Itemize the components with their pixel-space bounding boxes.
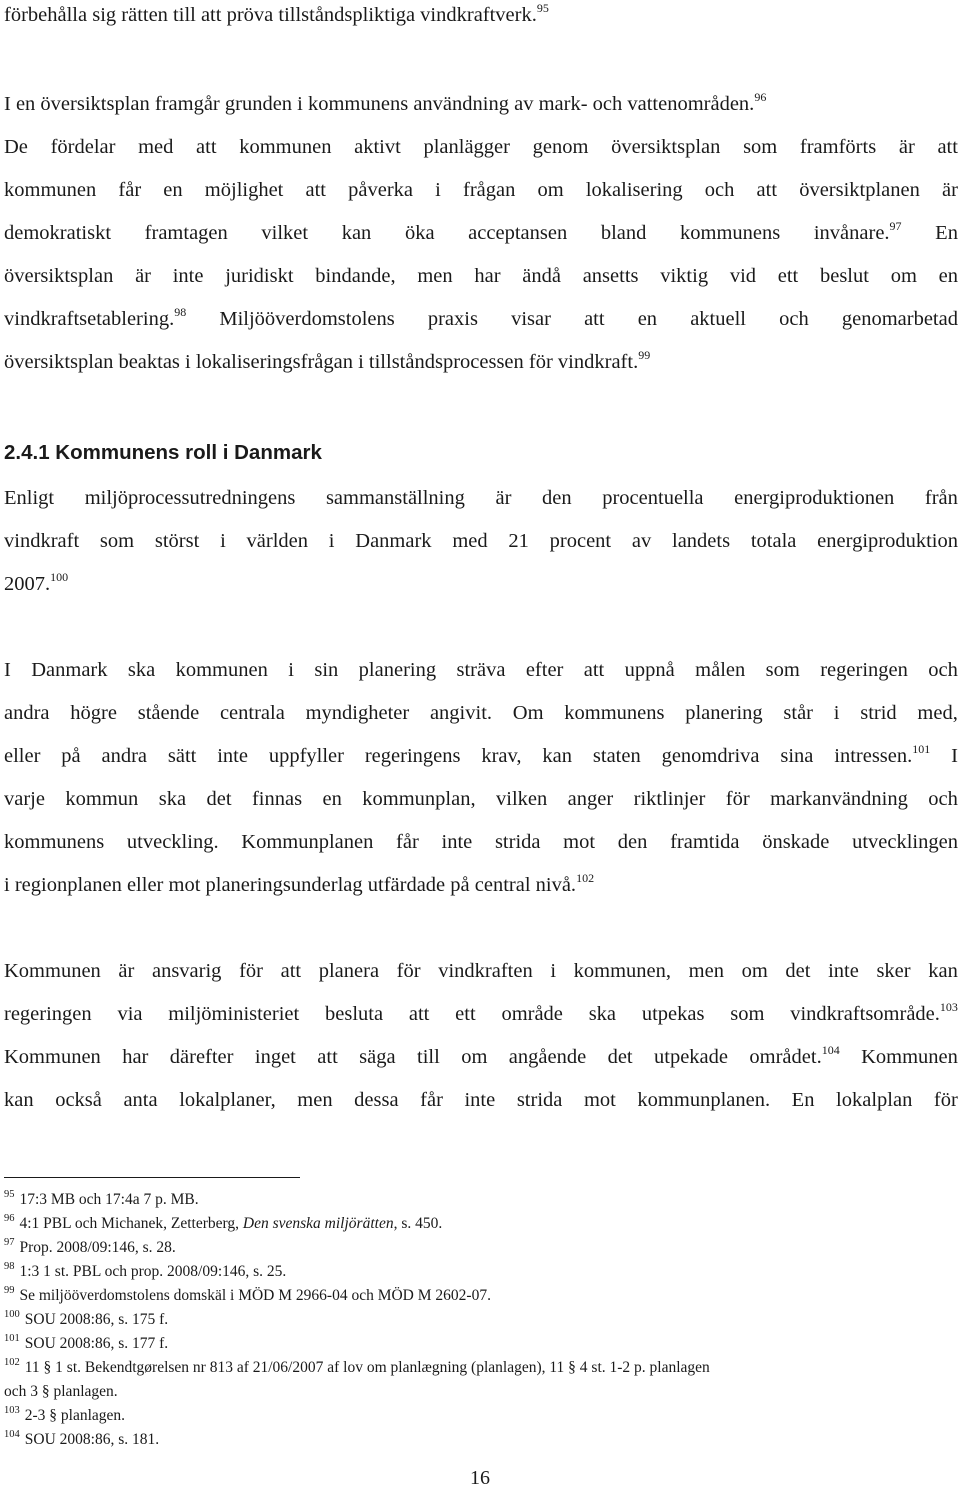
word: att [937,136,958,158]
word: intressen.$^{101}$ [834,742,931,767]
word: att [196,136,217,158]
word: kommunens [4,831,105,853]
word: uppnå [624,659,675,681]
word: om [890,265,917,287]
word: centrala [219,702,285,724]
word: strida [494,831,541,853]
footnote [4,1262,958,1282]
word: procent [549,530,612,552]
word: att [305,179,327,201]
word: beslut [819,265,869,287]
word: vilken [496,788,548,810]
word: möjlighet [204,179,284,201]
word: landets [672,530,731,552]
word: men [417,265,453,287]
paragraph-line [4,658,958,682]
word: bland [600,222,647,244]
word: är [495,487,512,509]
word: kommun [65,788,139,810]
word: varje [4,788,45,810]
word: vilket [261,222,309,244]
word: kan [341,222,372,244]
word: det [206,788,232,810]
word: ändå [522,265,561,287]
word: till [417,1046,440,1068]
word: aktuell [690,308,746,330]
word: acceptansen [468,222,568,244]
word: området.$^{104}$ [749,1043,840,1068]
word: på [61,745,81,767]
word: den [617,831,648,853]
paragraph-line: förbehålla sig rätten till att pröva tillståndspliktiga vindkraftverk.$^{95}$ [4,1,549,26]
footnote-text: SOU 2008:86, s. 181. [24,1431,160,1448]
word: den [542,487,572,509]
word: planera [318,960,380,982]
footnote-number: 98 [4,1261,15,1272]
word: inte [217,745,248,767]
paragraph-line: 2007.$^{100}$ [4,570,69,595]
word: frågan [463,179,516,201]
word: inte [441,831,473,853]
footnote-text: och 3 § planlagen. [4,1383,118,1400]
word: att [756,179,778,201]
word: kommunen [4,179,97,201]
word: ansvarig [151,960,222,982]
word: andra [4,702,50,724]
word: Kommunplanen [241,831,374,853]
word: att [583,659,605,681]
paragraph-line [4,830,958,854]
word: är [118,960,135,982]
footnote [4,1286,958,1306]
word: har [474,265,501,287]
word: som [99,530,135,552]
word: framförts [799,136,877,158]
word: och [928,659,958,681]
word: riktlinjer [633,788,706,810]
word: en [163,179,183,201]
word: vindkraftsetablering.$^{98}$ [4,305,187,330]
paragraph-line [4,787,958,811]
word: område [501,1003,563,1025]
word: procentuella [602,487,704,509]
word: 21 [508,530,529,552]
word: kommunens [564,702,665,724]
word: för [933,1089,958,1111]
footnote [4,1310,958,1330]
word: säga [359,1046,396,1068]
word: inte [464,1089,496,1111]
word: en [938,265,958,287]
word: regeringen [4,1003,92,1025]
word: påverka [348,179,414,201]
word: i [833,702,840,724]
word: ett [777,265,799,287]
word: aktivt [354,136,401,158]
word: inget [254,1046,296,1068]
word: planlägger [423,136,510,158]
paragraph-line [4,1088,958,1112]
word: vid [729,265,757,287]
word: är [942,179,958,201]
word: av [631,530,652,552]
word: med, [917,702,958,724]
word: en [637,308,658,330]
footnote-number: 103 [4,1405,20,1416]
footnote-number: 100 [4,1309,20,1320]
paragraph-line [4,264,958,288]
word: angående [508,1046,587,1068]
word: sträva [456,659,506,681]
word: mot [583,1089,616,1111]
word: vindkraftsområde.$^{103}$ [790,1000,958,1025]
footnote-text: 17:3 MB och 17:4a 7 p. MB. [19,1191,199,1208]
word: i [220,530,226,552]
word: kommunplanen. [637,1089,771,1111]
word: kan [928,960,958,982]
word: stående [137,702,200,724]
word: i [550,960,557,982]
word: kan [4,1089,34,1111]
word: praxis [427,308,478,330]
word: energiproduktion [817,530,958,552]
word: utpekade [654,1046,729,1068]
paragraph-line [4,744,958,768]
word: sin [314,659,339,681]
word: översiktplanen [799,179,920,201]
word: men [688,960,724,982]
word: och [779,308,809,330]
word: mot [563,831,596,853]
footnote [4,1430,958,1450]
paragraph-line [4,135,958,159]
word: lokalplaner, [179,1089,276,1111]
word: men [297,1089,333,1111]
word: med [452,530,488,552]
word: strid [860,702,897,724]
word: En [791,1089,815,1111]
word: andra [101,745,148,767]
word: och [704,179,735,201]
word: är [135,265,151,287]
word: sammanställning [325,487,465,509]
word: I [951,745,958,767]
word: staten [592,745,641,767]
footnote [4,1190,958,1210]
word: planering [685,702,763,724]
word: vindkraften [438,960,533,982]
word: en [322,788,342,810]
footnote [4,1406,958,1426]
word: ett [455,1003,476,1025]
page-number: 16 [470,1467,490,1489]
word: kommunens [680,222,781,244]
word: översiktsplan [611,136,721,158]
footnote-number: 97 [4,1237,15,1248]
footnote [4,1382,958,1402]
footnote [4,1214,958,1234]
word: miljöprocessutredningens [84,487,296,509]
word: världen [246,530,309,552]
word: önskade [762,831,830,853]
footnote-number: 96 [4,1213,15,1224]
word: att [584,308,605,330]
footnote-number: 104 [4,1429,20,1440]
paragraph-line [4,959,958,983]
word: i [328,530,335,552]
footnote-text: , s. 450. [393,1215,443,1232]
word: finnas [251,788,303,810]
word: sätt [167,745,197,767]
word: myndigheter [305,702,410,724]
word: Kommunen [861,1046,958,1068]
word: kan [542,745,573,767]
word: energiproduktionen [734,487,895,509]
word: kommunen, [573,960,672,982]
word: översiktsplan [4,265,114,287]
word: eller [4,745,41,767]
word: vindkraft [4,530,80,552]
footnote-text: 11 § 1 st. Bekendtgørelsen nr 813 af 21/06/2007 af lov om planlægning (planlagen), 11 § 4 st. 1-2 p. planlagen [24,1359,710,1376]
word: ansetts [582,265,639,287]
word: för [239,960,263,982]
word: att [280,960,302,982]
word: står [783,702,814,724]
word: fördelar [50,136,116,158]
word: inte [828,960,859,982]
word: markanvändning [770,788,908,810]
footnote-ref: 98 [174,305,187,319]
footnote-ref: 97 [889,219,902,233]
footnote-text: 4:1 PBL och Michanek, Zetterberg, [19,1215,243,1232]
word: Danmark [31,659,108,681]
word: genomdriva [661,745,760,767]
word: om [537,179,564,201]
word: det [607,1046,633,1068]
word: bindande, [315,265,396,287]
word: planering [358,659,437,681]
word: att [408,1003,430,1025]
word: I [4,659,11,681]
word: En [935,222,958,244]
paragraph-line [4,1002,958,1026]
word: öka [404,222,435,244]
paragraph-line: I en översiktsplan framgår grunden i kommunens användning av mark- och vattenområden.$^{96}$ [4,90,767,115]
word: kommunen [175,659,268,681]
word: Danmark [355,530,432,552]
word: för [396,960,421,982]
word: genom [532,136,589,158]
word: sina [780,745,814,767]
word: via [117,1003,143,1025]
word: strida [516,1089,563,1111]
word: och [928,788,958,810]
word: Miljööverdomstolens [219,308,395,330]
footnote [4,1334,958,1354]
word: regeringens [364,745,461,767]
word: därefter [169,1046,234,1068]
paragraph-line [4,1045,958,1069]
word: störst [154,530,200,552]
word: sker [876,960,911,982]
word: om [461,1046,488,1068]
footnote-number: 99 [4,1285,15,1296]
word: genomarbetad [841,308,958,330]
footnote-ref: 103 [939,1000,958,1014]
footnote [4,1358,958,1378]
word: visar [511,308,551,330]
word: Kommunen [4,1046,101,1068]
word: utpekas [641,1003,705,1025]
word: krav, [481,745,522,767]
word: i [435,179,441,201]
paragraph-line [4,307,958,331]
paragraph-line [4,701,958,725]
word: utvecklingen [852,831,958,853]
word: ska [158,788,187,810]
word: med [138,136,174,158]
word: utveckling. [126,831,219,853]
word: också [55,1089,102,1111]
word: får [118,179,142,201]
footnote-number: 95 [4,1189,15,1200]
footnote-text: SOU 2008:86, s. 177 f. [24,1335,169,1352]
word: totala [750,530,797,552]
paragraph-line [4,221,958,245]
word: angivit. [429,702,493,724]
footnote-ref: 104 [821,1043,840,1057]
word: Enligt [4,487,55,509]
word: som [730,1003,765,1025]
word: ska [127,659,156,681]
footnote-text: Prop. 2008/09:146, s. 28. [19,1239,176,1256]
footnote-text: 1:3 1 st. PBL och prop. 2008/09:146, s. 25. [19,1263,287,1280]
word: har [122,1046,149,1068]
word: efter [525,659,564,681]
word: anta [123,1089,158,1111]
paragraph-line: översiktsplan beaktas i lokaliseringsfrågan i tillståndsprocessen för vindkraft.$^{99}$ [4,348,651,373]
word: högre [70,702,117,724]
word: lokalplan [836,1089,913,1111]
word: inte [172,265,204,287]
footnote-text: 2-3 § planlagen. [24,1407,126,1424]
paragraph-line [4,178,958,202]
word: uppfyller [268,745,344,767]
word: Om [512,702,544,724]
footnote [4,1238,958,1258]
word: regeringen [820,659,908,681]
word: om [741,960,768,982]
word: för [725,788,750,810]
word: viktig [660,265,709,287]
word: anger [567,788,614,810]
word: invånare.$^{97}$ [813,219,902,244]
footnote-number: 102 [4,1357,20,1368]
word: demokratiskt [4,222,112,244]
footnote-text: SOU 2008:86, s. 175 f. [24,1311,169,1328]
word: framtida [670,831,740,853]
word: är [898,136,915,158]
word: det [785,960,811,982]
paragraph-line [4,529,958,553]
word: De [4,136,28,158]
word: får [420,1089,443,1111]
word: som [743,136,778,158]
footnote-title: Den svenska miljörätten [242,1215,394,1232]
footnote-separator [4,1177,300,1178]
word: besluta [325,1003,384,1025]
paragraph-line [4,486,958,510]
word: framtagen [144,222,228,244]
word: kommunplan, [362,788,476,810]
footnote-text: Se miljööverdomstolens domskäl i MÖD M 2966-04 och MÖD M 2602-07. [19,1287,491,1304]
word: som [765,659,800,681]
paragraph-line: i regionplanen eller mot planeringsunderlag utfärdade på central nivå.$^{102}$ [4,871,595,896]
footnote-number: 101 [4,1333,20,1344]
word: miljöministeriet [168,1003,300,1025]
footnote-ref: 101 [912,742,931,756]
word: dessa [354,1089,399,1111]
word: juridiskt [225,265,294,287]
word: får [396,831,419,853]
word: lokalisering [585,179,683,201]
word: ska [588,1003,617,1025]
word: att [317,1046,338,1068]
word: målen [695,659,746,681]
section-heading: 2.4.1 Kommunens roll i Danmark [4,441,322,464]
word: Kommunen [4,960,101,982]
word: i [288,659,294,681]
word: från [924,487,958,509]
word: kommunen [239,136,332,158]
